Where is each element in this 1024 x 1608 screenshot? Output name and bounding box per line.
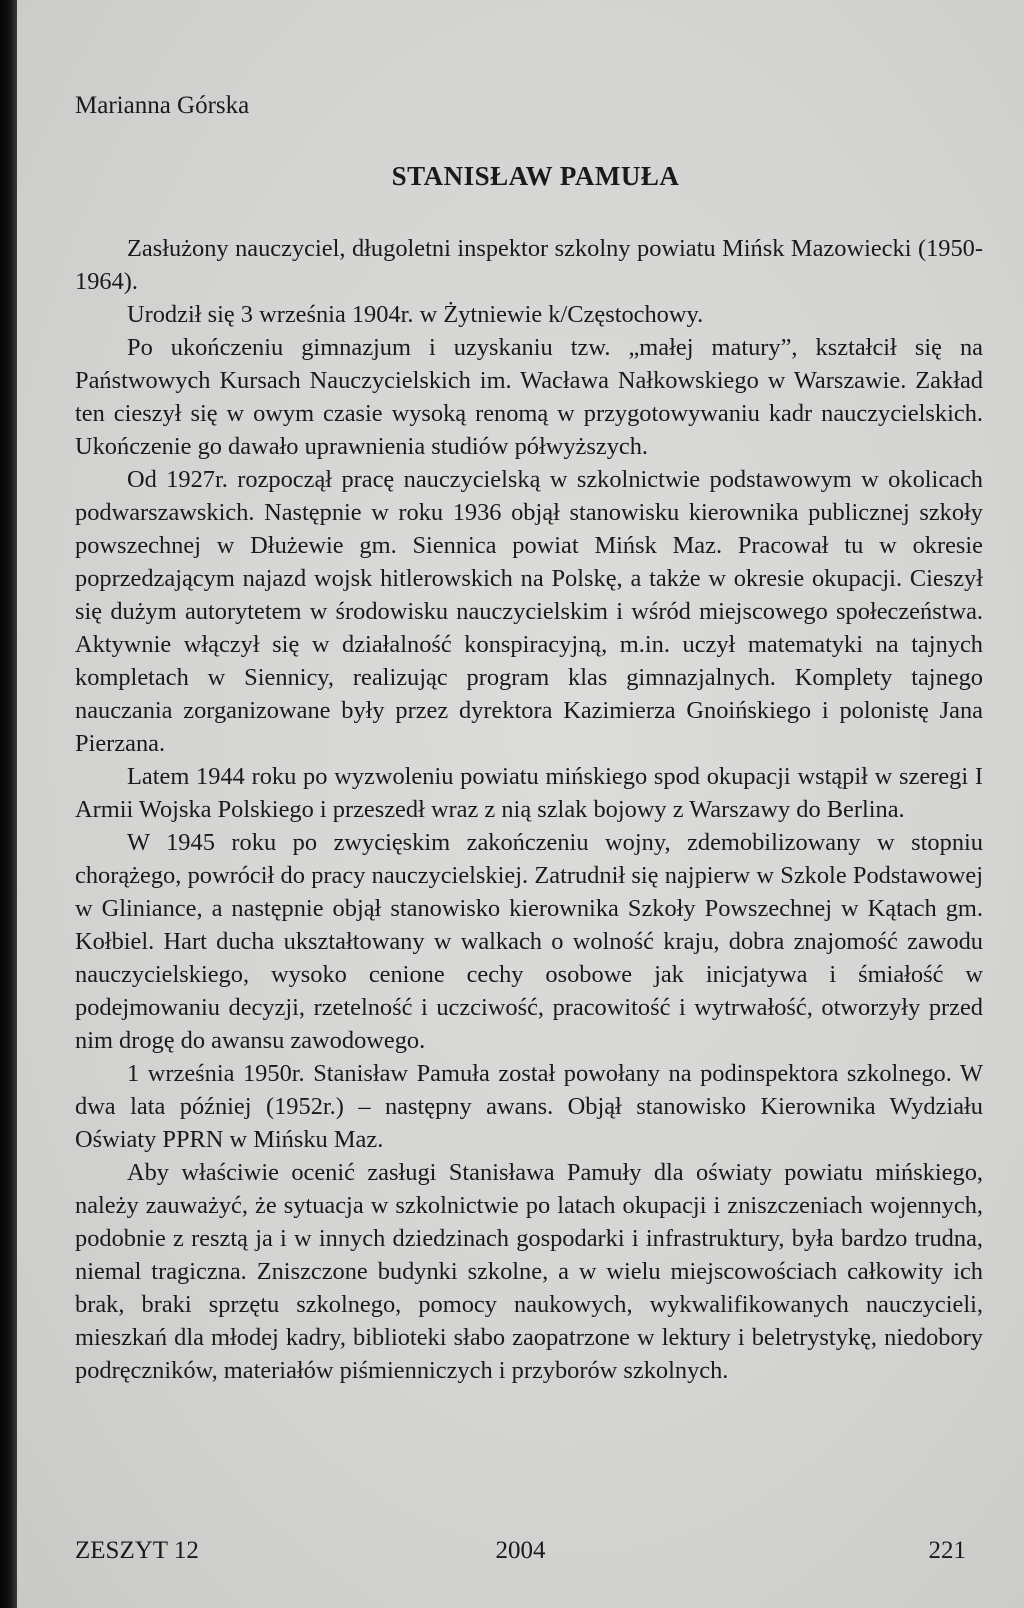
paragraph: Po ukończeniu gimnazjum i uzyskaniu tzw. „małej matury”, kształcił się na Państwowych Kursach Nauczycielskich im. Wacława Nałkowskiego w Warszawie. Zakład ten cieszył się w owym czasie wysoką renomą w przygotowywaniu kadr nauczycielskich. Ukończenie go dawało uprawnienia studiów półwyższych.: [75, 334, 983, 460]
paragraph: Zasłużony nauczyciel, długoletni inspektor szkolny powiatu Mińsk Mazowiecki (1950-1964).: [75, 235, 983, 295]
page-footer: [75, 1534, 966, 1568]
paragraph: 1 września 1950r. Stanisław Pamuła został powołany na podinspektora szkolnego. W dwa lata później (1952r.) – następny awans. Objął stanowisko Kierownika Wydziału Oświaty PPRN w Mińsku Maz.: [75, 1060, 983, 1153]
paragraph: W 1945 roku po zwycięskim zakończeniu wojny, zdemobilizowany w stopniu chorążego, powrócił do pracy nauczycielskiej. Zatrudnił się najpierw w Szkole Podstawowej w Gliniance, a następnie objął stanowisko kierownika Szkoły Powszechnej w Kątach gm. Kołbiel. Hart ducha ukształtowany w walkach o wolność kraju, dobra znajomość zawodu nauczycielskiego, wysoko cenione cechy osobowe jak inicjatywa i śmiałość w podejmowaniu decyzji, rzetelność i uczciwość, pracowitość i wytrwałość, otworzyły przed nim drogę do awansu zawodowego.: [75, 829, 983, 1054]
paragraph: Aby właściwie ocenić zasługi Stanisława Pamuły dla oświaty powiatu mińskiego, należy zauważyć, że sytuacja w szkolnictwie po latach okupacji i zniszczeniach wojennych, podobnie z resztą ja i w innych dziedzinach gospodarki i infrastruktury, była bardzo trudna, niemal tragiczna. Zniszczone budynki szkolne, a w wielu miejscowościach całkowity ich brak, braki sprzętu szkolnego, pomocy naukowych, wykwalifikowanych nauczycieli, mieszkań dla młodej kadry, biblioteki słabo zaopatrzone w lektury i beletrystykę, niedobory podręczników, materiałów piśmienniczych i przyborów szkolnych.: [75, 1159, 983, 1384]
article-title: STANISŁAW PAMUŁA: [391, 161, 680, 191]
year-label: 2004: [495, 1537, 546, 1564]
article-body: [75, 232, 983, 1387]
paragraph: Urodził się 3 września 1904r. w Żytniewie k/Częstochowy.: [127, 301, 704, 328]
book-binding-edge: [0, 0, 17, 1608]
paragraph: Od 1927r. rozpoczął pracę nauczycielską w szkolnictwie podstawowym w okolicach podwarszawskich. Następnie w roku 1936 objął stanowisku kierownika publicznej szkoły powszechnej w Dłużewie gm. Siennica powiat Mińsk Maz. Pracował tu w okresie poprzedzającym najazd wojsk hitlerowskich na Polskę, a także w okresie okupacji. Cieszył się dużym autorytetem w środowisku nauczycielskim i wśród miejscowego społeczeństwa. Aktywnie włączył się w działalność konspiracyjną, m.in. uczył matematyki na tajnych kompletach w Siennicy, realizując program klas gimnazjalnych. Komplety tajnego nauczania zorganizowane były przez dyrektora Kazimierza Gnoińskiego i polonistę Jana Pierzana.: [75, 466, 983, 757]
paragraph: Latem 1944 roku po wyzwoleniu powiatu mińskiego spod okupacji wstąpił w szeregi I Armii Wojska Polskiego i przeszedł wraz z nią szlak bojowy z Warszawy do Berlina.: [75, 763, 983, 823]
page-number: 221: [928, 1537, 966, 1564]
author-name: Marianna Górska: [75, 92, 250, 119]
issue-label: ZESZYT 12: [75, 1537, 199, 1564]
page: [17, 0, 1024, 1608]
